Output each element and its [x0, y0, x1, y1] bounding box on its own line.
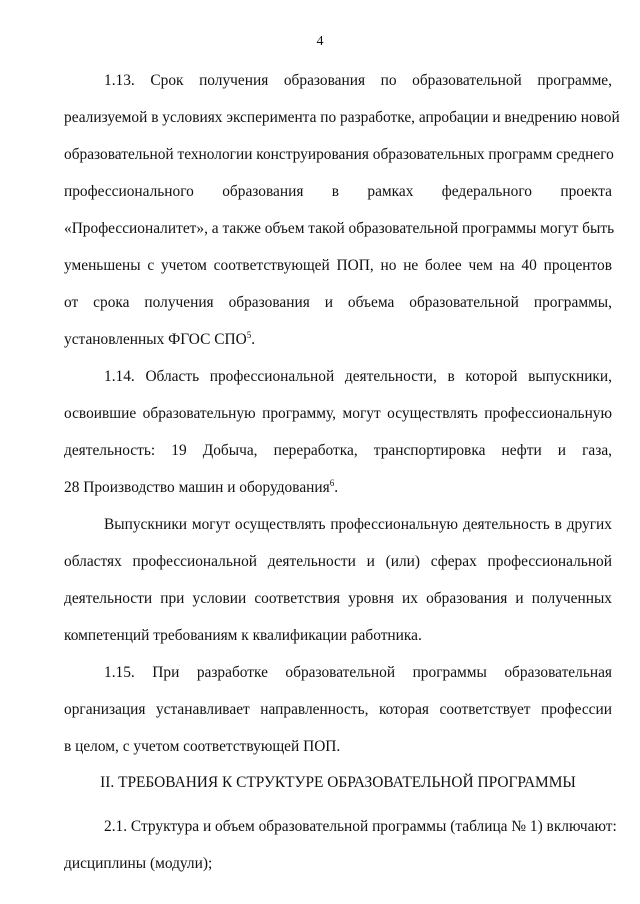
- text-line: организация устанавливает направленность, которая соответствует профессии: [64, 701, 612, 718]
- page-number: 4: [316, 34, 324, 49]
- text-line: «Профессионалитет», а также объем такой образовательной программы могут быть: [64, 220, 615, 237]
- text-line: деятельности при условии соответствия уровня их образования и полученных: [64, 590, 612, 607]
- text-line: освоившие образовательную программу, могут осуществлять профессиональную: [64, 405, 612, 422]
- footnote-ref: 6: [329, 478, 335, 488]
- section-heading: II. ТРЕБОВАНИЯ К СТРУКТУРЕ ОБРАЗОВАТЕЛЬНОЙ ПРОГРАММЫ: [100, 774, 576, 791]
- text-line: в целом, с учетом соответствующей ПОП.: [64, 738, 341, 755]
- text-line: 1.15. При разработке образовательной программы образовательная: [104, 664, 612, 681]
- footnote-ref: 5: [246, 330, 252, 340]
- text-line: образовательной технологии конструирования образовательных программ среднего: [64, 146, 614, 163]
- text-line: 1.14. Область профессиональной деятельности, в которой выпускники,: [104, 368, 612, 385]
- text-line: 28 Производство машин и оборудования$^6$.: [64, 478, 339, 496]
- text-line: компетенций требованиям к квалификации работника.: [64, 627, 422, 644]
- text-line: дисциплины (модули);: [64, 855, 213, 872]
- text-line: реализуемой в условиях эксперимента по разработке, апробации и внедрению новой: [64, 109, 620, 126]
- text-line: от срока получения образования и объема образовательной программы,: [64, 294, 612, 311]
- text-line: Выпускники могут осуществлять профессиональную деятельность в других: [104, 516, 612, 533]
- text-line: 2.1. Структура и объем образовательной программы (таблица № 1) включают:: [104, 818, 617, 835]
- text-line: 1.13. Срок получения образования по образовательной программе,: [104, 72, 612, 89]
- text-line: деятельность: 19 Добыча, переработка, транспортировка нефти и газа,: [64, 442, 612, 459]
- text-line: уменьшены с учетом соответствующей ПОП, но не более чем на 40 процентов: [64, 257, 612, 274]
- text-line: установленных ФГОС СПО$^5$.: [64, 330, 256, 348]
- text-line: профессионального образования в рамках федерального проекта: [64, 183, 612, 200]
- text-line: областях профессиональной деятельности и (или) сферах профессиональной: [64, 553, 612, 570]
